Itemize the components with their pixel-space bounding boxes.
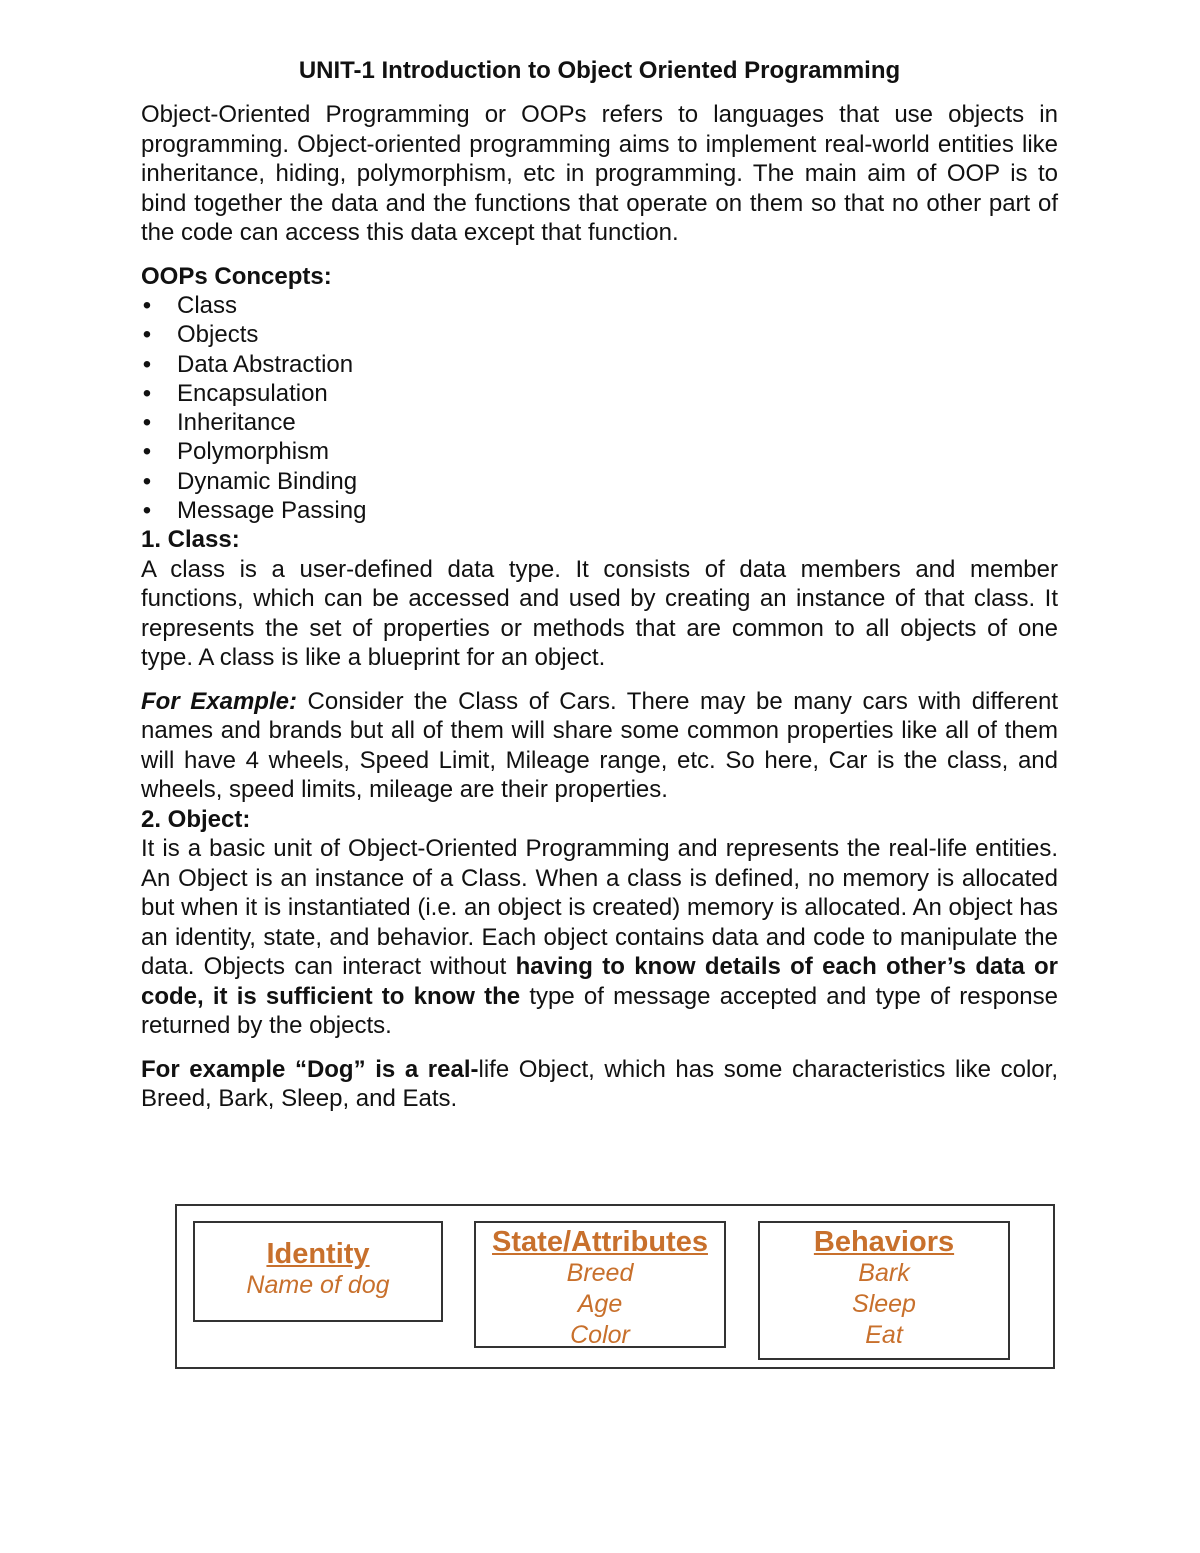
- class-example-paragraph: [141, 687, 1058, 805]
- bullet-icon: •: [142, 379, 152, 407]
- behavior-item: Eat: [865, 1321, 903, 1349]
- document-page: [141, 56, 1058, 1114]
- spacer: [141, 1041, 1058, 1055]
- bullet-icon: •: [142, 409, 152, 437]
- object-example-paragraph: For example “Dog” is a real-life Object, which has some characteristics like color, Breed, Bark, Sleep, and Eats.: [141, 1055, 1058, 1113]
- bullet-icon: •: [142, 350, 152, 378]
- spacer: [141, 248, 1058, 262]
- bullet-icon: •: [142, 438, 152, 466]
- bullet-icon: •: [142, 292, 152, 319]
- example-text: Consider the Class of Cars. There may be many cars with different names and brands but all of them will share some common properties like all of them will have 4 wheels, Speed Limit, Mileage range, etc. So here, Car is the class, and wheels, speed limits, mileage are their properties.: [141, 687, 1058, 804]
- behavior-item: Sleep: [852, 1290, 916, 1318]
- identity-box: [193, 1221, 443, 1322]
- document-title: UNIT-1 Introduction to Object Oriented Programming: [298, 57, 901, 84]
- object-diagram: [175, 1204, 1055, 1369]
- list-item: • Data Abstraction: [142, 350, 354, 378]
- list-item: • Dynamic Binding: [142, 467, 358, 495]
- example-label: For Example:: [141, 687, 297, 715]
- list-item: • Objects: [142, 321, 259, 349]
- list-item: • Class: [142, 292, 238, 319]
- list-item: • Polymorphism: [142, 438, 330, 466]
- class-paragraph: A class is a user-defined data type. It consists of data members and member functions, which can be accessed and used by creating an instance of that class. It represents the set of properties or methods that are common to all objects of one type. A class is like a blueprint for an object.: [141, 555, 1058, 672]
- object-heading: 2. Object:: [141, 805, 251, 833]
- behaviors-box: [758, 1221, 1010, 1360]
- concepts-list: [141, 291, 1058, 525]
- spacer: [141, 673, 1058, 687]
- intro-paragraph: Object-Oriented Programming or OOPs refers to languages that use objects in programming. Object-oriented programming aims to implement real-world entities like inheritance, hiding, polymorphism, etc in programming. The main aim of OOP is to bind together the data and the functions that operate on them so that no other part of the code can access this data except that function.: [141, 101, 1058, 246]
- behavior-item: Bark: [858, 1259, 910, 1287]
- state-item: Age: [577, 1290, 623, 1318]
- state-box: [474, 1221, 726, 1348]
- state-title: State/Attributes: [492, 1226, 708, 1258]
- list-item: • Encapsulation: [142, 379, 328, 407]
- identity-item: Name of dog: [246, 1271, 390, 1299]
- concepts-heading: OOPs Concepts:: [141, 262, 332, 290]
- bullet-icon: •: [142, 321, 152, 349]
- bullet-icon: •: [142, 497, 152, 525]
- behaviors-title: Behaviors: [813, 1226, 955, 1258]
- object-paragraph: It is a basic unit of Object-Oriented Programming and represents the real-life entities. An Object is an instance of a Class. When a class is defined, no memory is allocated but when it is instantiated (i.e. an object is created) memory is allocated. An object has an identity, state, and behavior. Each object contains data and code to manipulate the data. Objects can interact without having to know details of each other’s data or code, it is sufficient to know the type of message accepted and type of response returned by the objects.: [141, 835, 1059, 1040]
- class-heading: 1. Class:: [141, 526, 240, 554]
- state-item: Color: [570, 1321, 630, 1349]
- state-item: Breed: [566, 1259, 634, 1287]
- identity-title: Identity: [266, 1238, 370, 1270]
- bullet-icon: •: [142, 467, 152, 495]
- list-item: • Message Passing: [142, 497, 367, 525]
- list-item: • Inheritance: [142, 409, 296, 437]
